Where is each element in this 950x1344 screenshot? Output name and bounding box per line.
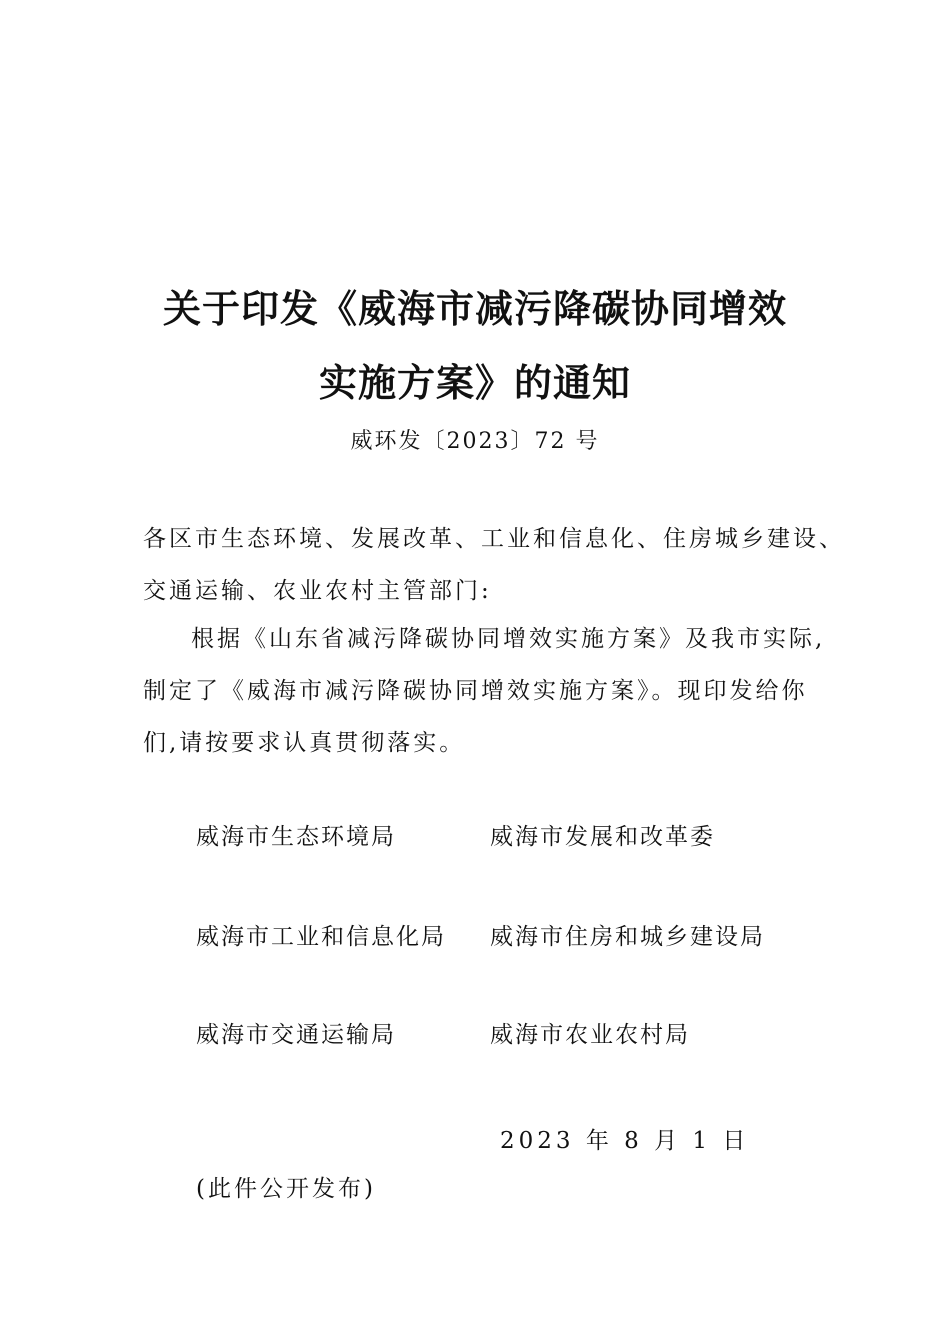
document-number: 威环发〔2023〕72 号 xyxy=(350,429,600,454)
signer-transport-bureau: 威海市交通运输局 xyxy=(196,1022,396,1048)
document-title-line-2: 实施方案》的通知 xyxy=(318,360,631,405)
body-paragraph-line-2: 制定了《威海市减污降碳协同增效实施方案》。现印发给你 xyxy=(143,678,808,704)
body-paragraph-line-3: 们,请按要求认真贯彻落实。 xyxy=(143,730,466,756)
document-title-line-1: 关于印发《威海市减污降碳协同增效 xyxy=(162,286,787,331)
signer-ecology-bureau: 威海市生态环境局 xyxy=(196,824,396,850)
recipients-line-1: 各区市生态环境、发展改革、工业和信息化、住房城乡建设、 xyxy=(143,526,845,552)
signer-industry-it-bureau: 威海市工业和信息化局 xyxy=(196,924,446,950)
body-paragraph-line-1: 根据《山东省减污降碳协同增效实施方案》及我市实际, xyxy=(191,626,826,652)
recipients-line-2: 交通运输、农业农村主管部门: xyxy=(143,578,492,604)
document-date: 2023 年 8 月 1 日 xyxy=(500,1128,750,1154)
signer-development-reform: 威海市发展和改革委 xyxy=(490,824,715,850)
signer-housing-construction: 威海市住房和城乡建设局 xyxy=(490,924,765,950)
public-release-note: (此件公开发布) xyxy=(196,1176,376,1202)
signer-agriculture-bureau: 威海市农业农村局 xyxy=(490,1022,690,1048)
